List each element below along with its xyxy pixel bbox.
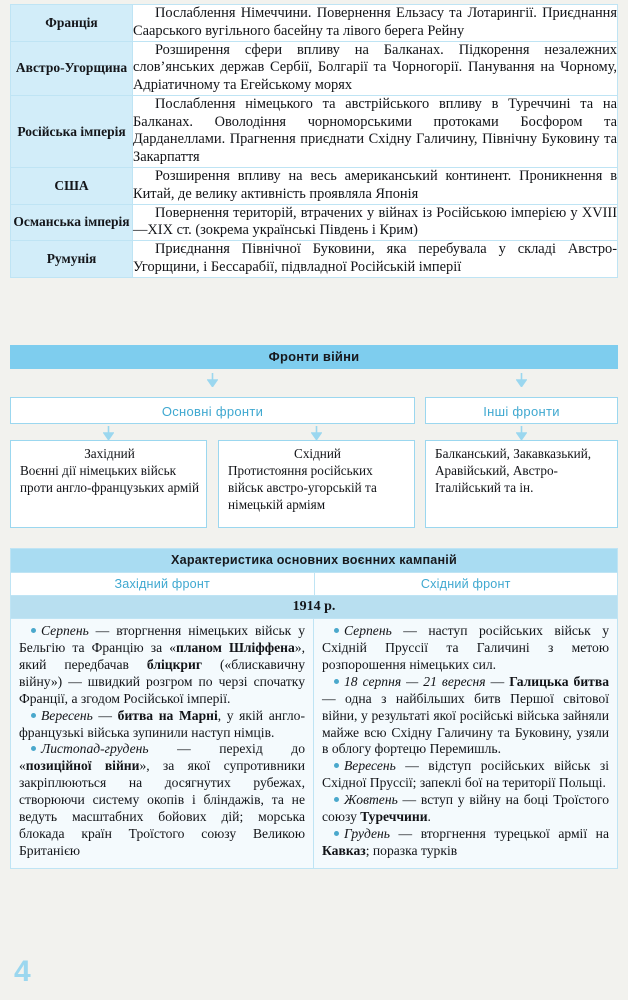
column-header-western-front: Західний фронт [11,573,315,595]
campaigns-column-headers [11,573,617,596]
table-row [11,95,618,167]
table-row [11,241,618,278]
fronts-diagram-title: Фронти війни [10,345,618,369]
description-cell: Розширення впливу на весь американський континент. Проникнення в Китай, де велику активність проявляла Японія [133,168,618,205]
list-item [322,826,609,860]
front-eastern-heading: Східний [294,446,341,461]
arrow-down-icon [207,373,218,387]
fronts-main-box: Основні фронти [10,397,415,424]
list-item-text: Листопад-грудень — перехід до «позиційної війни», за якої супротивники закріплюються на досягнутих рубежах, створюючи систему окопів і бліндажів, та не ведуть масштабних бойових дій; морська блокада країн Троїстого союзу Великою Британією [19,741,305,858]
list-item-text: Вересень — битва на Марні, у якій англо-французькі війська зупинили наступ німців. [19,707,305,740]
description-cell: Послаблення німецького та австрійського впливу в Туреччині та на Балканах. Оволодіння чорноморськими протоками Босфором та Дарданеллами. Прагнення приєднати Східну Галичину, Північну Буковину та Закарпаття [133,95,618,167]
description-cell: Послаблення Німеччини. Повернення Ельзасу та Лотарингії. Приєднання Саарського вугільного басейну та лівого берега Рейну [133,5,618,42]
bullet-icon [334,763,339,768]
table-row [11,204,618,241]
list-item-text: Жовтень — вступ у війну на боці Троїстого союзу Туреччини. [322,792,609,825]
bullet-icon [31,713,36,718]
front-western-box [10,440,207,528]
table-row [11,41,618,95]
country-cell: Австро-Угорщина [11,41,133,95]
country-cell: Франція [11,5,133,42]
campaigns-table [10,548,618,869]
country-cell: США [11,168,133,205]
description-cell: Повернення територій, втрачених у війнах із Російською імперією у XVIII—XIX ст. (зокрема українські Південь і Крим) [133,204,618,241]
list-item [19,741,305,859]
page-number: 4 [14,955,31,988]
arrow-down-icon [516,373,527,387]
campaigns-year-band: 1914 р. [11,596,617,619]
campaigns-body [11,619,617,868]
bullet-icon [31,746,36,751]
arrow-down-icon [311,426,322,440]
front-western-heading: Західний [84,446,135,461]
front-other-box [425,440,618,528]
description-cell: Розширення сфери впливу на Балканах. Підкорення незалежних слов’янських держав Сербії, Болгарії та Чорногорії. Панування на Чорному, Адріатичному та Егейському морях [133,41,618,95]
arrow-down-icon [103,426,114,440]
table-row [11,5,618,42]
list-item [322,758,609,792]
bullet-icon [334,797,339,802]
campaigns-western-column [11,619,314,868]
fronts-other-box: Інші фронти [425,397,618,424]
campaigns-title: Характеристика основних воєнних кампаній [11,549,617,573]
country-cell: Російська імперія [11,95,133,167]
war-goals-table [10,4,618,278]
bullet-icon [31,628,36,633]
list-item-text: Вересень — відступ російських військ зі Східної Пруссії; запеклі бої на території Польщі. [322,758,609,791]
front-other-body: Балканський, Закавказький, Аравійський, Австро-Італійський та ін. [435,446,592,495]
table-row [11,168,618,205]
arrow-down-icon [516,426,527,440]
bullet-icon [334,628,339,633]
campaigns-eastern-column [314,619,617,868]
country-cell: Османська імперія [11,204,133,241]
list-item-text: Серпень — вторгнення німецьких військ у Бельгію та Францію за «планом Шліффена», який передбачав бліцкриг («блискавичну війну») — швидкий розгром по черзі спочатку Франції, а згодом Російської імперії. [19,623,305,706]
country-cell: Румунія [11,241,133,278]
column-header-eastern-front: Східний фронт [420,577,511,591]
bullet-icon [334,679,339,684]
list-item [322,623,609,674]
front-western-body: Воєнні дії німецьких військ проти англо-французьких армій [20,462,199,495]
bullet-icon [334,831,339,836]
description-cell: Приєднання Північної Буковини, яка перебувала у складі Австро-Угорщини, і Бессарабії, підвладної Російській імперії [133,241,618,278]
list-item [19,708,305,742]
war-goals-table-body [11,5,618,278]
list-item-text: Грудень — вторгнення турецької армії на Кавказ; поразка турків [322,826,609,858]
list-item-text: 18 серпня — 21 вересня — Галицька битва — одна з найбільших битв Першої світової війни, у результаті якої російські війська зайняли майже всю Східну Галичину та Буковину, узяли в облогу фортецю Перемишль. [322,673,609,757]
list-item [322,674,609,759]
list-item [322,792,609,826]
list-item-text: Серпень — наступ російських військ у Східній Пруссії та Галичині з метою розпорошення німецьких сил. [322,623,609,672]
front-eastern-box [218,440,415,528]
fronts-diagram [10,345,618,535]
list-item [19,623,305,708]
front-eastern-body: Протистояння російських військ австро-угорській та німецькій арміям [228,462,377,512]
